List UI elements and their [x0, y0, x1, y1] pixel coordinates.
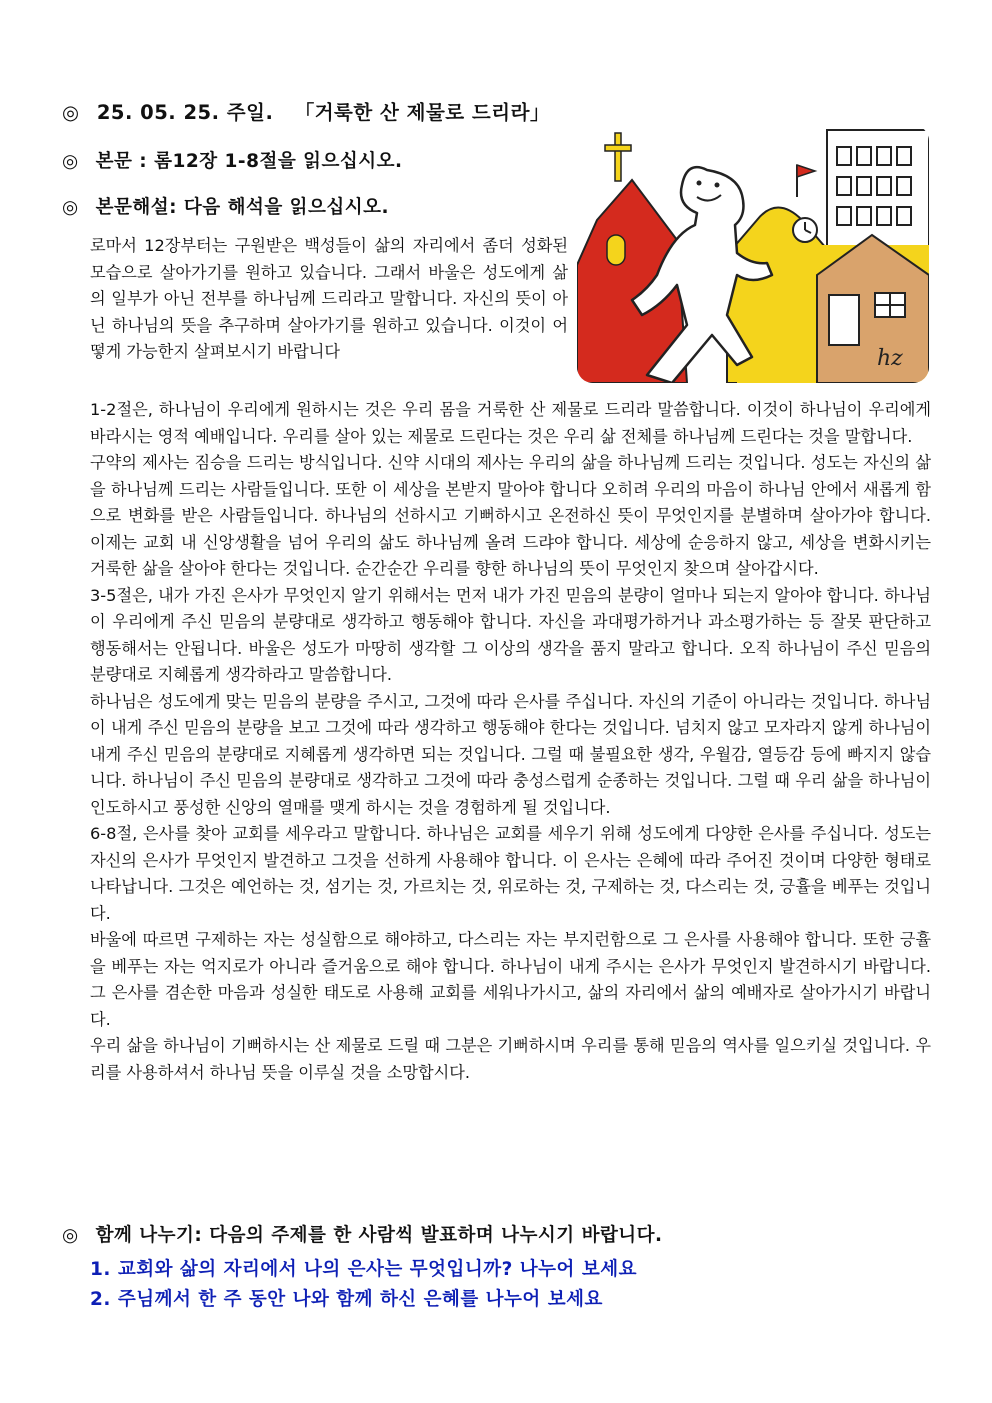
commentary-paragraph: 하나님은 성도에게 맞는 믿음의 분량을 주시고, 그것에 따라 은사를 주십니다. 자신의 기준이 아니라는 것입니다. 하나님이 내게 주신 믿음의 분량을 보고 그것에 따라 생각하고 행동해야 한다는 것입니다. 넘치지 않고 모자라지 않게 하나님이 내게 주신 믿음의 분량대로 지혜롭게 생각하면 되는 것입니다. 그럴 때 불필요한 생각, 우월감, 열등감 등에 빠지지 않습니다. 하나님이 주신 믿음의 분량대로 생각하고 그것에 따라 충성스럽게 순종하는 것입니다. 그럴 때 우리 삶을 하나님이 인도하시고 풍성한 신앙의 열매를 맺게 하시는 것을 경험하게 될 것입니다. [90, 691, 931, 817]
commentary-heading [62, 193, 389, 219]
illustrator-signature: hz [877, 346, 903, 371]
bullet-mark: ◎ [62, 197, 79, 218]
sharing-question: 1. 교회와 삶의 자리에서 나의 은사는 무엇입니까? 나누어 보세요 [90, 1259, 637, 1280]
bullet-mark: ◎ [62, 101, 80, 124]
bullet-mark: ◎ [62, 1225, 79, 1246]
commentary-paragraph: 3-5절은, 내가 가진 은사가 무엇인지 알기 위해서는 먼저 내가 가진 믿음의 분량이 얼마나 되는지 알아야 합니다. 하나님이 우리에게 주신 믿음의 분량대로 생각하고 행동해야 합니다. 자신을 과대평가하거나 과소평가하는 등 잘못 판단하고 행동해서는 안됩니다. 바울은 성도가 마땅히 생각할 그 이상의 생각을 품지 말라고 합니다. 오직 하나님이 주신 믿음의 분량대로 지혜롭게 생각하라고 말씀합니다. [90, 585, 931, 684]
reading-heading [62, 147, 403, 173]
sharing-question: 2. 주님께서 한 주 동안 나와 함께 하신 은혜를 나누어 보세요 [90, 1289, 603, 1310]
commentary-paragraph: 6-8절, 은사를 찾아 교회를 세우라고 말합니다. 하나님은 교회를 세우기 위해 성도에게 다양한 은사를 주십니다. 성도는 자신의 은사가 무엇인지 발견하고 그것을 선하게 사용해야 합니다. 이 은사는 은혜에 따라 주어진 것이며 다양한 형태로 나타납니다. 그것은 예언하는 것, 섬기는 것, 가르치는 것, 위로하는 것, 구제하는 것, 다스리는 것, 긍휼을 베푸는 것입니다. [90, 824, 931, 923]
title-line [62, 97, 550, 125]
church-walker-illustration [577, 125, 929, 383]
commentary-body [90, 397, 931, 1086]
bullet-mark: ◎ [62, 151, 79, 172]
reading-text: 본문 : 롬12장 1-8절을 읽으십시오. [95, 151, 403, 172]
commentary-paragraph: 바울에 따르면 구제하는 자는 성실함으로 해야하고, 다스리는 자는 부지런함으로 그 은사를 사용해야 합니다. 또한 긍휼을 베푸는 자는 억지로가 아니라 즐거움으로 해야 합니다. 하나님이 내게 주시는 은사가 무엇인지 발견하시기 바랍니다. 그 은사를 겸손한 마음과 성실한 태도로 사용해 교회를 세워나가시고, 삶의 자리에서 삶의 예배자로 살아가시기 바랍니다. [90, 930, 931, 1029]
sermon-title: 「거룩한 산 제물로 드리라」 [294, 101, 550, 124]
commentary-paragraph: 우리 삶을 하나님이 기뻐하시는 산 제물로 드릴 때 그분은 기뻐하시며 우리를 통해 믿음의 역사를 일으키실 것입니다. 우리를 사용하셔서 하나님 뜻을 이루실 것을 소망합시다. [90, 1036, 931, 1082]
commentary-paragraph: 구약의 제사는 짐승을 드리는 방식입니다. 신약 시대의 제사는 우리의 삶을 하나님께 드리는 것입니다. 성도는 자신의 삶을 하나님께 드리는 사람들입니다. 또한 이 세상을 본받지 말아야 합니다 오히려 우리의 마음이 하나님 안에서 새롭게 함으로 변화를 받은 사람들입니다. 하나님의 선하시고 기뻐하시고 온전하신 뜻이 무엇인지를 분별하며 살아가야 합니다. 이제는 교회 내 신앙생활을 넘어 우리의 삶도 하나님께 올려 드랴야 합니다. 세상에 순응하지 않고, 세상을 변화시키는 거룩한 삶을 살아야 한다는 것입니다. 순간순간 우리를 향한 하나님의 뜻이 무엇인지 찾으며 살아갑시다. [90, 453, 931, 578]
sermon-date: 25. 05. 25. 주일. [96, 101, 274, 124]
commentary-paragraph: 1-2절은, 하나님이 우리에게 원하시는 것은 우리 몸을 거룩한 산 제물로 드리라 말씀합니다. 이것이 하나님이 우리에게 바라시는 영적 예배입니다. 우리를 살아 있는 제물로 드린다는 것은 우리 삶 전체를 하나님께 드린다는 것을 말합니다. [90, 400, 931, 446]
commentary-intro [90, 233, 568, 366]
sharing-heading [62, 1221, 663, 1247]
sharing-heading-text: 함께 나누기: 다음의 주제를 한 사람씩 발표하며 나누시기 바랍니다. [95, 1225, 663, 1246]
intro-paragraph: 로마서 12장부터는 구원받은 백성들이 삶의 자리에서 좀더 성화된 모습으로 살아가기를 원하고 있습니다. 그래서 바울은 성도에게 삶의 일부가 아닌 전부를 하나님께 드리라고 말합니다. 자신의 뜻이 아닌 하나님의 뜻을 추구하며 살아가기를 원하고 있습니다. 이것이 어떻게 가능한지 살펴보시기 바랍니다 [90, 236, 568, 361]
commentary-heading-text: 본문해설: 다음 해석을 읽으십시오. [95, 197, 390, 218]
